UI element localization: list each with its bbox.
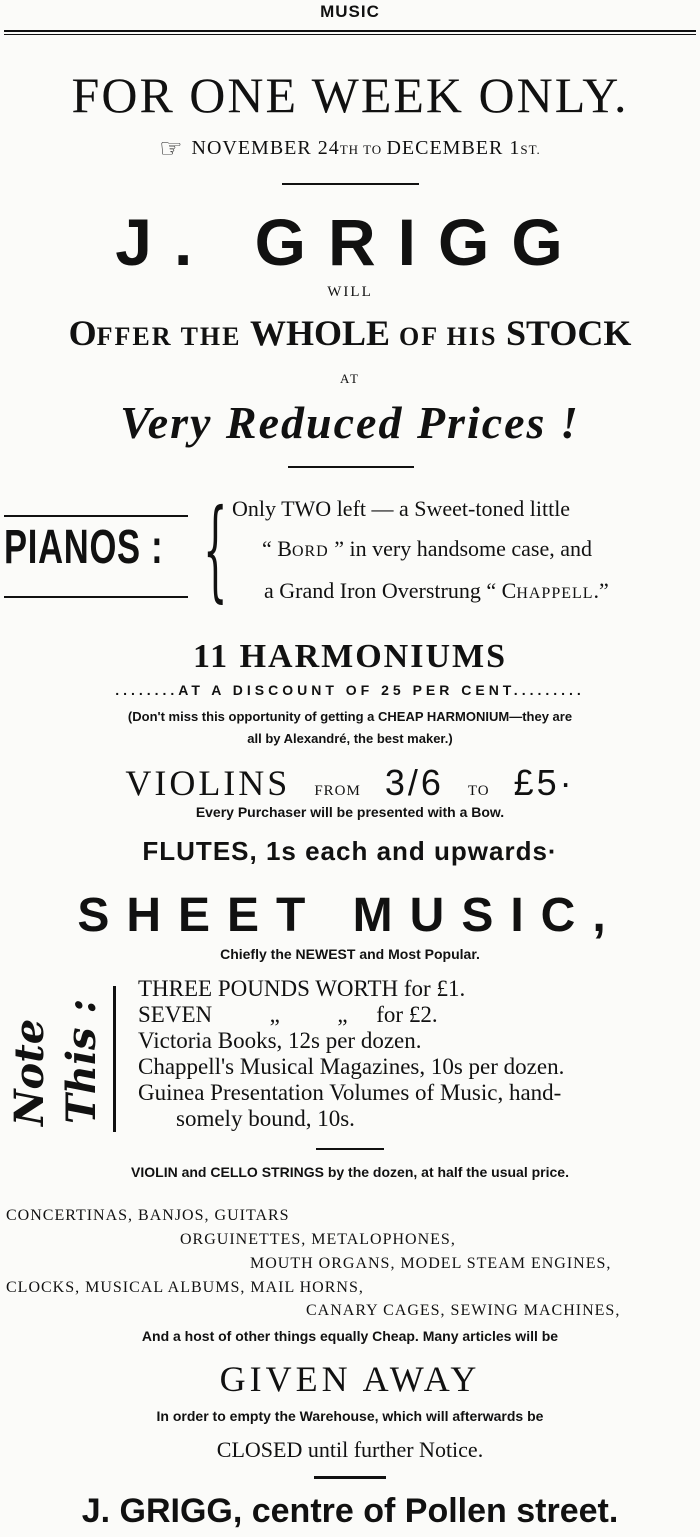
goods-line: ORGUINETTES, METALOPHONES, bbox=[180, 1231, 456, 1248]
headline: FOR ONE WEEK ONLY. bbox=[71, 67, 629, 123]
sheet-item: Victoria Books, 12s per dozen. bbox=[138, 1028, 422, 1053]
date-start: NOVEMBER 24 bbox=[191, 137, 340, 159]
date-range bbox=[0, 134, 700, 164]
will-label: WILL bbox=[327, 284, 373, 300]
closed-notice: CLOSED until further Notice. bbox=[216, 1437, 484, 1462]
harmoniums-title: 11 HARMONIUMS bbox=[192, 638, 508, 675]
section-header: MUSIC bbox=[320, 2, 380, 21]
sheet-music-title: SHEET MUSIC, bbox=[77, 889, 623, 942]
flutes-line: FLUTES, 1s each and upwards· bbox=[142, 836, 558, 866]
divider-rule bbox=[314, 1476, 386, 1479]
merchant-name: J. GRIGG bbox=[115, 205, 585, 279]
sheet-item: Chappell's Musical Magazines, 10s per dozen. bbox=[138, 1054, 565, 1079]
date-to: TO bbox=[359, 142, 387, 157]
note-bar bbox=[113, 986, 116, 1132]
pianos-rule-bottom bbox=[4, 596, 188, 598]
goods-line: CONCERTINAS, BANJOS, GUITARS bbox=[6, 1207, 290, 1224]
date-end: DECEMBER 1 bbox=[386, 137, 521, 159]
sheet-item: somely bound, 10s. bbox=[176, 1106, 355, 1131]
pianos-line-1: Only TWO left — a Sweet-toned little bbox=[232, 496, 571, 521]
violins-line: VIOLINS FROM 3/6 TO £5· bbox=[125, 762, 575, 803]
divider-rule bbox=[288, 466, 414, 468]
offer-line: OFFER THE WHOLE OF HIS STOCK bbox=[68, 313, 632, 353]
divider-rule bbox=[282, 183, 419, 185]
sheet-item: SEVEN „ „ for £2. bbox=[138, 1002, 438, 1027]
divider-rule bbox=[316, 1148, 384, 1150]
harmonium-note-2: all by Alexandré, the best maker.) bbox=[247, 731, 453, 746]
given-away: GIVEN AWAY bbox=[219, 1359, 481, 1399]
header-rule-2 bbox=[4, 34, 696, 35]
date-start-suffix: TH bbox=[339, 142, 360, 157]
footer-address: J. GRIGG, centre of Pollen street. bbox=[81, 1492, 619, 1530]
this-word: This : bbox=[58, 998, 105, 1124]
discount-line: ........AT A DISCOUNT OF 25 PER CENT......... bbox=[115, 682, 585, 698]
header-rule bbox=[4, 30, 696, 32]
sheet-item: Guinea Presentation Volumes of Music, hand- bbox=[138, 1080, 562, 1105]
pianos-line-2: “ BORD ” in very handsome case, and bbox=[262, 536, 593, 561]
pianos-label: PIANOS : bbox=[4, 521, 164, 574]
pianos-line-3: a Grand Iron Overstrung “ CHAPPELL.” bbox=[264, 578, 609, 603]
note-this-label bbox=[6, 990, 110, 1130]
goods-line: CLOCKS, MUSICAL ALBUMS, MAIL HORNS, bbox=[6, 1279, 364, 1296]
harmonium-note-1: (Don't miss this opportunity of getting a CHEAP HARMONIUM—they are bbox=[127, 709, 573, 724]
pianos-rule-top bbox=[4, 515, 188, 517]
at-label: AT bbox=[340, 371, 360, 386]
brace-icon: { bbox=[203, 485, 228, 613]
bow-note: Every Purchaser will be presented with a Bow. bbox=[195, 804, 505, 820]
pointing-hand-icon: ☞ bbox=[159, 134, 184, 163]
empty-warehouse-line: In order to empty the Warehouse, which will afterwards be bbox=[156, 1408, 544, 1424]
goods-line: CANARY CAGES, SEWING MACHINES, bbox=[306, 1302, 621, 1319]
sheet-item: THREE POUNDS WORTH for £1. bbox=[138, 976, 466, 1001]
date-end-suffix: ST. bbox=[520, 142, 541, 157]
reduced-prices: Very Reduced Prices ! bbox=[120, 397, 580, 448]
goods-line: MOUTH ORGANS, MODEL STEAM ENGINES, bbox=[250, 1255, 612, 1272]
sheet-music-subtitle: Chiefly the NEWEST and Most Popular. bbox=[220, 946, 480, 962]
note-word: Note bbox=[6, 1018, 53, 1126]
host-line: And a host of other things equally Cheap. Many articles will be bbox=[141, 1328, 559, 1344]
strings-line: VIOLIN and CELLO STRINGS by the dozen, at half the usual price. bbox=[131, 1164, 569, 1180]
